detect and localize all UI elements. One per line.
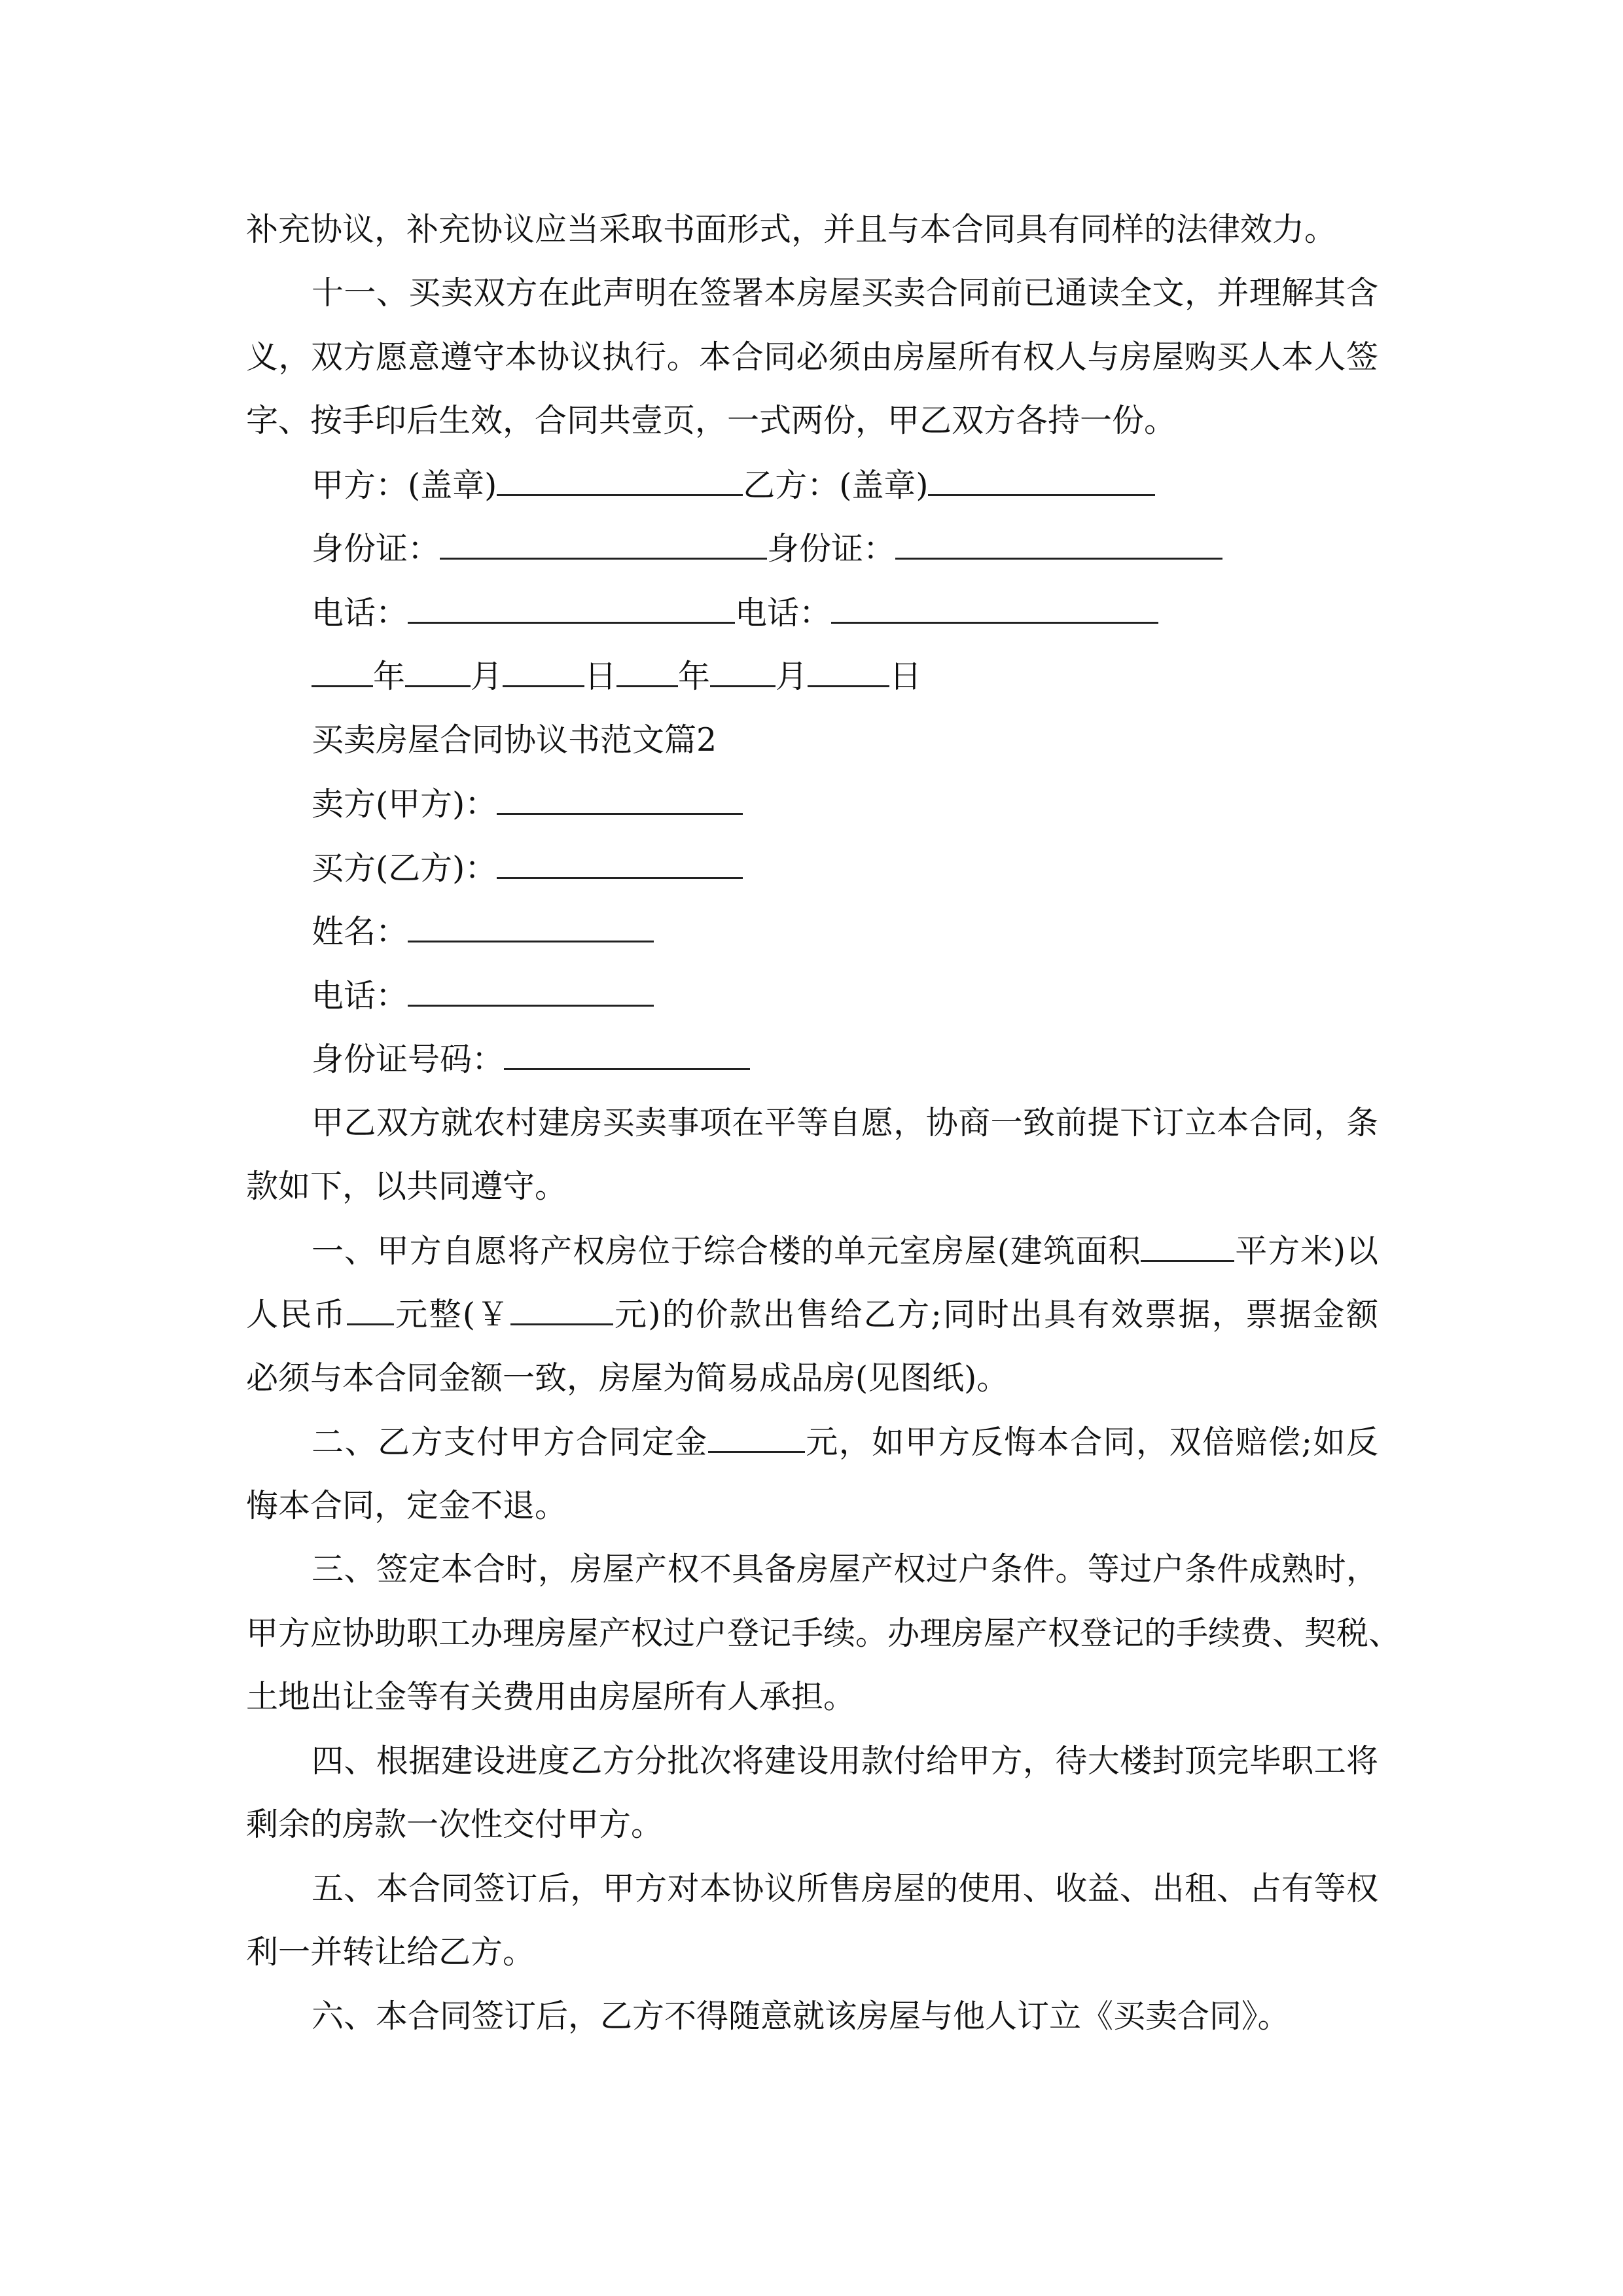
clause-4-line: 四、根据建设进度乙方分批次将建设用款付给甲方，待大楼封顶完毕职工将 (312, 1742, 1378, 1780)
party-a-seal-label: 甲方：(盖章) (312, 467, 497, 504)
phone-row-2 (312, 976, 1378, 1015)
signature-row (312, 465, 1378, 505)
deposit-blank[interactable] (708, 1422, 805, 1453)
clause-5-line: 五、本合同签订后，甲方对本协议所售房屋的使用、收益、出租、占有等权 (312, 1870, 1378, 1907)
party-b-seal-label: 乙方：(盖章) (743, 467, 929, 504)
seller-blank[interactable] (497, 784, 743, 815)
paragraph-line: 利一并转让给乙方。 (246, 1933, 535, 1971)
price-number-blank[interactable] (510, 1295, 613, 1325)
day-blank[interactable] (503, 656, 584, 687)
paragraph-line: 剩余的房款一次性交付甲方。 (246, 1806, 664, 1843)
day-label: 日 (889, 658, 922, 695)
phone-blank[interactable] (408, 976, 654, 1007)
seller-row (312, 784, 1378, 823)
buyer-label: 买方(乙方)： (312, 850, 497, 887)
party-b-id-label: 身份证： (767, 530, 896, 567)
name-label: 姓名： (312, 913, 408, 950)
party-a-seal-blank[interactable] (497, 465, 743, 496)
text: 一、甲方自愿将产权房位于综合楼的单元室房屋(建筑面积 (312, 1232, 1141, 1270)
id-number-blank[interactable] (504, 1039, 750, 1070)
party-a-phone-label: 电话： (312, 594, 408, 632)
text: 元，如甲方反悔本合同，双倍赔偿;如反 (804, 1424, 1378, 1461)
party-b-id-blank[interactable] (895, 529, 1222, 560)
paragraph-line: 土地出让金等有关费用由房屋所有人承担。 (246, 1678, 856, 1715)
area-blank[interactable] (1141, 1231, 1234, 1262)
text: 平方米)以 (1234, 1232, 1378, 1270)
clause-6-line: 六、本合同签订后，乙方不得随意就该房屋与他人订立《买卖合同》。 (312, 1998, 1290, 2035)
phone-label: 电话： (312, 977, 408, 1014)
paragraph-line: 补充协议，补充协议应当采取书面形式，并且与本合同具有同样的法律效力。 (246, 211, 1337, 248)
clause-3-line: 三、签定本合时，房屋产权不具备房屋产权过户条件。等过户条件成熟时， (312, 1551, 1378, 1588)
party-a-id-label: 身份证： (312, 530, 440, 567)
month-label: 月 (776, 658, 808, 695)
paragraph-line: 款如下，以共同遵守。 (246, 1168, 567, 1205)
price-words-blank[interactable] (347, 1295, 394, 1325)
clause-1-line (312, 1231, 1378, 1270)
year-blank[interactable] (616, 656, 678, 687)
buyer-blank[interactable] (497, 848, 743, 879)
name-row (312, 912, 1378, 951)
date-row (312, 656, 1378, 696)
day-label: 日 (584, 658, 617, 695)
name-blank[interactable] (408, 912, 654, 942)
year-label: 年 (678, 658, 711, 695)
id-number-label: 身份证号码： (312, 1041, 505, 1078)
paragraph-line: 字、按手印后生效，合同共壹页，一式两份，甲乙双方各持一份。 (246, 402, 1177, 439)
paragraph-line: 甲乙双方就农村建房买卖事项在平等自愿，协商一致前提下订立本合同，条 (312, 1104, 1378, 1141)
section-title: 买卖房屋合同协议书范文篇2 (312, 721, 717, 759)
year-label: 年 (373, 658, 406, 695)
paragraph-line: 甲方应协助职工办理房屋产权过户登记手续。办理房屋产权登记的手续费、契税、 (246, 1615, 1401, 1652)
party-b-seal-blank[interactable] (928, 465, 1155, 496)
paragraph-line (246, 1295, 1378, 1334)
text: 人民币 (246, 1296, 347, 1333)
party-b-phone-label: 电话： (735, 594, 832, 632)
paragraph-line: 义，双方愿意遵守本协议执行。本合同必须由房屋所有权人与房屋购买人本人签 (246, 338, 1378, 376)
id-number-row (312, 1039, 1378, 1079)
party-a-phone-blank[interactable] (408, 593, 735, 624)
month-blank[interactable] (405, 656, 471, 687)
seller-label: 卖方(甲方)： (312, 785, 497, 823)
party-b-phone-blank[interactable] (831, 593, 1158, 624)
phone-row (312, 593, 1378, 632)
clause-2-line (312, 1422, 1378, 1462)
year-blank[interactable] (312, 656, 373, 687)
text: 元)的价款出售给乙方;同时出具有效票据，票据金额 (613, 1296, 1378, 1333)
party-a-id-blank[interactable] (440, 529, 767, 560)
day-blank[interactable] (808, 656, 889, 687)
paragraph-line: 必须与本合同金额一致，房屋为简易成品房(见图纸)。 (246, 1359, 1009, 1397)
buyer-row (312, 848, 1378, 888)
id-row (312, 529, 1378, 568)
clause-11-line: 十一、买卖双方在此声明在签署本房屋买卖合同前已通读全文，并理解其含 (312, 274, 1378, 312)
text: 元整(￥ (393, 1296, 510, 1333)
text: 二、乙方支付甲方合同定金 (312, 1424, 708, 1461)
month-blank[interactable] (710, 656, 776, 687)
month-label: 月 (471, 658, 503, 695)
paragraph-line: 悔本合同，定金不退。 (246, 1487, 567, 1524)
